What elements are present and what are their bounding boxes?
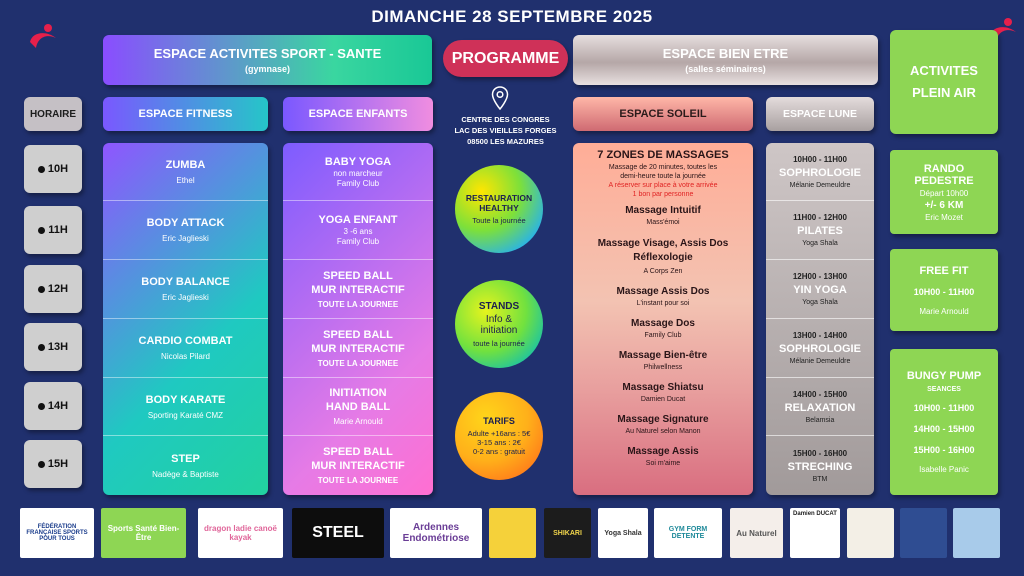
bungy-card: BUNGY PUMP SEANCES 10H00 - 11H00 14H00 - 15H00 15H00 - 16H00 Isabelle Panic [890,349,998,495]
bien-etre-header [573,35,878,85]
enfants-row: SPEED BALL MUR INTERACTIF TOUTE LA JOURNEE [283,319,433,378]
logo-ardennes-endometriose: Ardennes Endométriose [390,508,482,558]
massage-item: Massage Shiatsu Damien Ducat [622,382,704,403]
logo-dragon-ladies: dragon ladie canoë kayak [198,508,283,558]
massage-item: Massage Dos Family Club [631,318,695,339]
fitness-row: ZUMBA Ethel [103,143,268,201]
enfants-row: SPEED BALL MUR INTERACTIF TOUTE LA JOURNEE [283,260,433,319]
clock-icon [38,403,45,410]
logo-shikari: SHIKARI [544,508,591,558]
lune-row: 14H00 - 15H00 RELAXATION Belamsia [766,378,874,436]
lune-row: 12H00 - 13H00 YIN YOGA Yoga Shala [766,260,874,319]
massage-item: Massage Bien-être Philwellness [618,350,708,371]
bien-etre-subtitle: (salles séminaires) [685,64,766,74]
horaire-header: HORAIRE [24,97,82,131]
hour-13h: 13H [24,323,82,371]
programme-badge: PROGRAMME [443,40,568,77]
lune-row: 11H00 - 12H00 PILATES Yoga Shala [766,201,874,260]
soleil-column [573,143,753,495]
fitness-column [103,143,268,495]
enfants-row: SPEED BALL MUR INTERACTIF TOUTE LA JOURNEE [311,446,405,485]
logo-sports-pour-tous: FÉDÉRATION FRANÇAISE SPORTS POUR TOUS [20,508,94,558]
fitness-row: CARDIO COMBAT Nicolas Pilard [103,319,268,378]
hour-14h: 14H [24,382,82,430]
soleil-intro: 7 ZONES DE MASSAGES Massage de 20 minutes, toutes les demi-heure toute la journée A réserver sur place à votre arrivée 1 bon par personne [597,149,729,198]
hour-10h: 10H [24,145,82,193]
logo-melanie-demeuldre [953,508,1000,558]
lune-row: 15H00 - 16H00 STRECHING BTM [787,448,853,483]
bien-etre-title: ESPACE BIEN ETRE [662,46,789,61]
freefit-card: FREE FIT 10H00 - 11H00 Marie Arnould [890,249,998,331]
logo-au-naturel: Au Naturel [730,508,783,558]
page-title: DIMANCHE 28 SEPTEMBRE 2025 [371,7,653,26]
location-text: CENTRE DES CONGRES LAC DES VIEILLES FORGES 08500 LES MAZURES [454,115,557,146]
hour-15h: 15H [24,440,82,488]
massage-item: Massage Assis Soi m'aime [627,446,699,467]
sport-header [103,35,432,85]
logo-gym-form-detente: GYM FORM DETENTE [654,508,722,558]
massage-item: Massage Assis Dos L'instant pour soi [616,286,710,307]
enfants-row: INITIATION HAND BALL Marie Arnould [283,378,433,436]
plein-air-line2: PLEIN AIR [912,85,976,100]
logo-yoga-shala: Yoga Shala [598,508,648,558]
plein-air-line1: ACTIVITES [910,63,978,78]
enfants-header: ESPACE ENFANTS [283,97,433,131]
logo-club-sports-sante: Sports Santé Bien-Être [101,508,186,558]
clock-icon [38,227,45,234]
fitness-row: STEP Nadège & Baptiste [152,452,219,479]
massage-item: Massage Signature Au Naturel selon Manon [617,414,709,435]
soleil-header: ESPACE SOLEIL [573,97,753,131]
massage-item: Massage Intuitif Mass'émoi [625,205,701,226]
clock-icon [38,166,45,173]
logo-flex-steel: STEEL [292,508,384,558]
rando-card: RANDO PEDESTRE Départ 10h00 +/- 6 KM Eric Mozet [890,150,998,234]
lune-header: ESPACE LUNE [766,97,874,131]
logo-soi-maime [847,508,894,558]
hour-12h: 12H [24,265,82,313]
fitness-row: BODY ATTACK Eric Jaglieski [103,201,268,260]
plein-air-header [890,30,998,134]
hour-11h: 11H [24,206,82,254]
fitness-row: BODY BALANCE Eric Jaglieski [103,260,268,319]
logo-emblem [489,508,536,558]
enfants-column [283,143,433,495]
map-pin-icon [491,86,509,110]
logo-damien-ducat: Damien DUCAT [790,508,840,558]
logo-belamsia [900,508,947,558]
restauration-circle: RESTAURATION HEALTHY Toute la journée [455,165,543,253]
enfants-row: BABY YOGA non marcheur Family Club [283,143,433,201]
enfants-row: YOGA ENFANT 3 -6 ans Family Club [283,201,433,260]
sport-subtitle: (gymnase) [244,64,290,74]
lune-column [766,143,874,495]
lune-row: 10H00 - 11H00 SOPHROLOGIE Mélanie Demeuldre [766,143,874,201]
tarifs-circle: TARIFS Adulte +16ans : 5€ 3-15 ans : 2€ 0-2 ans : gratuit [455,392,543,480]
clock-icon [38,461,45,468]
clock-icon [38,286,45,293]
massage-item: Massage Visage, Assis Dos Réflexologie A Corps Zen [597,238,729,275]
sport-title: ESPACE ACTIVITES SPORT - SANTE [153,46,382,61]
fitness-row: BODY KARATE Sporting Karaté CMZ [103,378,268,436]
clock-icon [38,344,45,351]
fitness-header: ESPACE FITNESS [103,97,268,131]
lune-row: 13H00 - 14H00 SOPHROLOGIE Mélanie Demeuldre [766,319,874,378]
stands-circle: STANDS Info & initiation toute la journée [455,280,543,368]
